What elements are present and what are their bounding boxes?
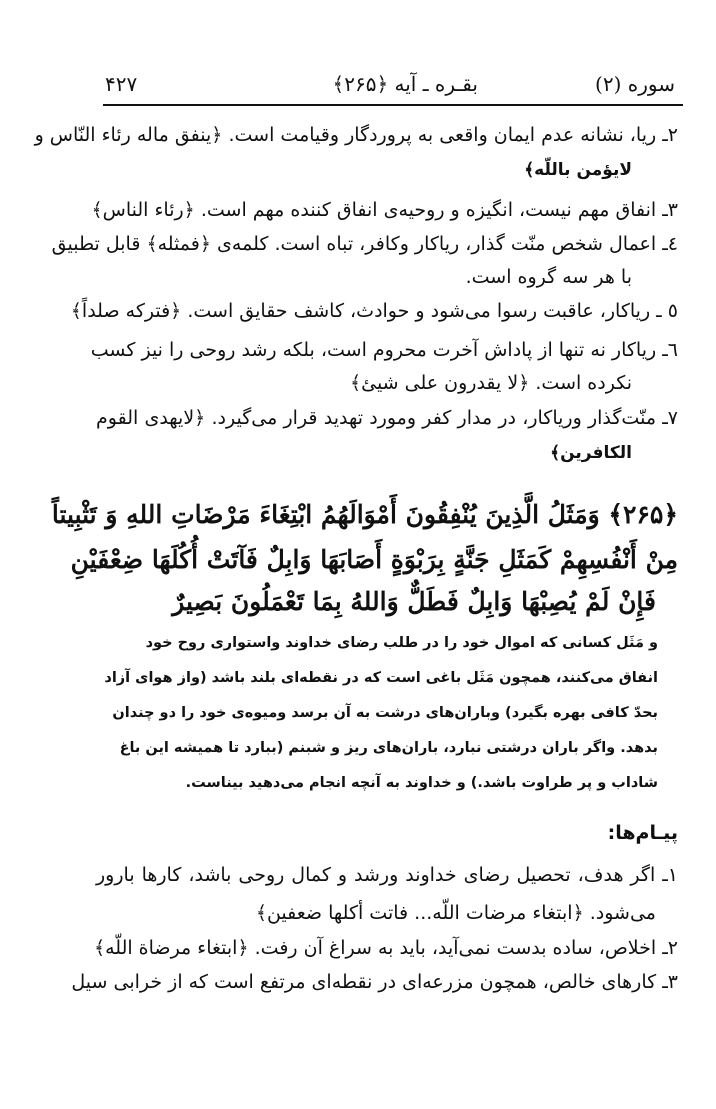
translation-line-3: بحدّ کافی بهره بگیرد) وباران‌های درشت به آن برسد ومیوه‌ی خود را دو چندان [112, 705, 658, 721]
point-2-line-1: ۲ـ ریا، نشانه عدم ایمان واقعی به پروردگار وقیامت است. ﴿ینفق ماله رئاء النّاس و [34, 124, 678, 146]
surah-label: سوره (۲) [595, 72, 675, 96]
message-1-line-1: ۱ـ اگر هدف، تحصیل رضای خداوند ورشد و کمال روحی باشد، کارها بارور [96, 864, 678, 886]
point-6-line-2: نکرده است. ﴿لا یقدرون علی شیئ﴾ [349, 372, 632, 394]
page-header [105, 72, 683, 102]
ayah-line-2: مِنْ أَنْفُسِهِمْ كَمَثَلِ جَنَّةٍ بِرَبْوَةٍ أَصَابَهَا وَابِلٌ فَآتَتْ أُكُلَهَا ضِعْفَيْنِ [70, 545, 678, 574]
translation-line-4: بدهد. واگر باران درشتی نبارد، باران‌های ریز و شبنم (ببارد تا همیشه این باغ [119, 740, 658, 756]
point-7-line-2: الکافرین﴾ [550, 443, 632, 463]
ayah-line-1: ﴿۲۶۵﴾ وَمَثَلُ الَّذِينَ يُنْفِقُونَ أَمْوَالَهُمُ ابْتِغَاءَ مَرْضَاتِ اللهِ وَ تَثْبِيتاً [51, 500, 678, 529]
translation-line-2: انفاق می‌کنند، همچون مَثَل باغی است که در نقطه‌ای بلند باشد (واز هوای آزاد [104, 670, 658, 686]
point-5: ٥ ـ ریاکار، عاقبت رسوا می‌شود و حوادث، کاشف حقایق است. ﴿فترکه صلداً﴾ [70, 300, 678, 322]
ayah-line-3: فَإِنْ لَمْ يُصِبْهَا وَابِلٌ فَطَلٌّ وَاللهُ بِمَا تَعْمَلُونَ بَصِيرٌ [172, 587, 656, 616]
surah-ayah-label: بقـره ـ آیه ﴿۲۶۵﴾ [332, 72, 478, 96]
point-6-line-1: ٦ـ ریاکار نه تنها از پاداش آخرت محروم است، بلکه رشد روحی را نیز کسب [90, 339, 678, 361]
message-1-line-2: می‌شود. ﴿ابتغاء مرضات اللّه... فاتت أکلها ضعفین﴾ [255, 902, 656, 924]
header-divider [103, 104, 683, 106]
point-2-line-2: لایؤمن باللّه﴾ [524, 160, 632, 180]
translation-line-5: شاداب و پر طراوت باشد.) و خداوند به آنچه انجام می‌دهید بیناست. [185, 775, 658, 791]
point-7-line-1: ۷ـ منّت‌گذار وریاکار، در مدار کفر ومورد تهدید قرار می‌گیرد. ﴿لایهدی القوم [96, 407, 678, 429]
translation-line-1: و مَثَل کسانی که اموال خود را در طلب رضای خداوند واستواری روح خود [145, 635, 658, 651]
message-3: ۳ـ کارهای خالص، همچون مزرعه‌ای در نقطه‌ای مرتفع است که از خرابی سیل [71, 971, 678, 993]
page-number: ۴۲۷ [105, 72, 138, 96]
point-4-line-2: با هر سه گروه است. [465, 266, 632, 288]
messages-heading: پیـام‌ها: [607, 822, 678, 844]
point-3: ۳ـ انفاق مهم نیست، انگیزه و روحیه‌ی انفاق کننده مهم است. ﴿رئاء الناس﴾ [91, 199, 678, 221]
point-4-line-1: ٤ـ اعمال شخص منّت گذار، ریاکار وکافر، تباه است. کلمه‌ی ﴿فمثله﴾ قابل تطبیق [51, 233, 678, 255]
message-2: ۲ـ اخلاص، ساده بدست نمی‌آید، باید به سراغ آن رفت. ﴿ابتغاء مرضاة اللّه﴾ [93, 937, 678, 959]
